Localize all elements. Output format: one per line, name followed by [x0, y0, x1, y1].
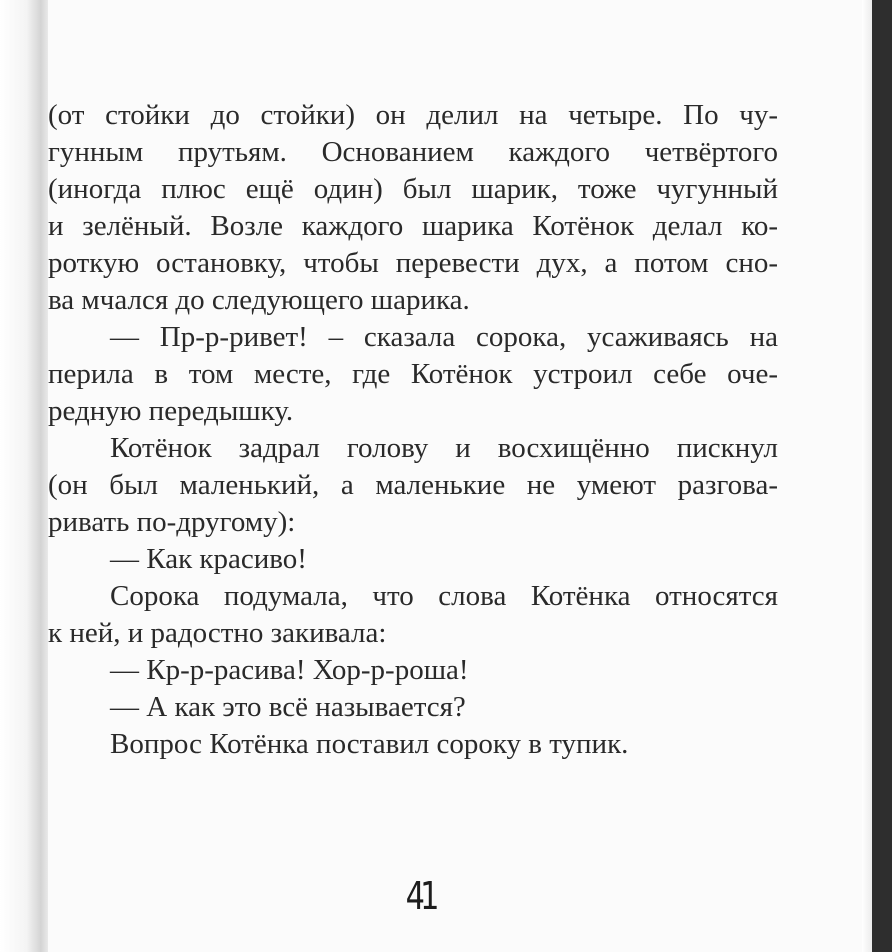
text-line: гунным прутьям. Основанием каждого четвёртого — [48, 136, 778, 168]
text-line: Котёнок задрал голову и восхищённо пискнул — [110, 432, 778, 464]
text-line: — Кр-р-расива! Хор-р-роша! — [110, 654, 469, 686]
text-line: перила в том месте, где Котёнок устроил себе оче- — [48, 358, 778, 390]
text-line: и зелёный. Возле каждого шарика Котёнок делал ко- — [48, 210, 778, 242]
text-line: (от стойки до стойки) он делил на четыре. По чу- — [48, 99, 778, 131]
text-line: роткую остановку, чтобы перевести дух, а потом сно- — [48, 247, 778, 279]
text-line: ривать по-другому): — [48, 506, 296, 538]
scan-border — [872, 0, 892, 952]
text-line: к ней, и радостно закивала: — [48, 617, 387, 649]
text-line: — А как это всё называется? — [110, 691, 466, 723]
binding-shadow — [0, 0, 48, 952]
text-line: ва мчался до следующего шарика. — [48, 284, 470, 316]
text-line: редную передышку. — [48, 395, 294, 427]
text-line: Сорока подумала, что слова Котёнка относятся — [110, 580, 778, 612]
page-number: 41 — [405, 874, 435, 918]
text-line: — Как красиво! — [110, 543, 307, 575]
text-line: Вопрос Котёнка поставил сороку в тупик. — [110, 728, 629, 760]
text-line: (иногда плюс ещё один) был шарик, тоже чугунный — [48, 173, 778, 205]
page-edge — [862, 0, 872, 952]
body-text — [48, 97, 778, 763]
text-line: (он был маленький, а маленькие не умеют разгова- — [48, 469, 778, 501]
text-line: — Пр-р-ривет! – сказала сорока, усаживаясь на — [110, 321, 778, 353]
